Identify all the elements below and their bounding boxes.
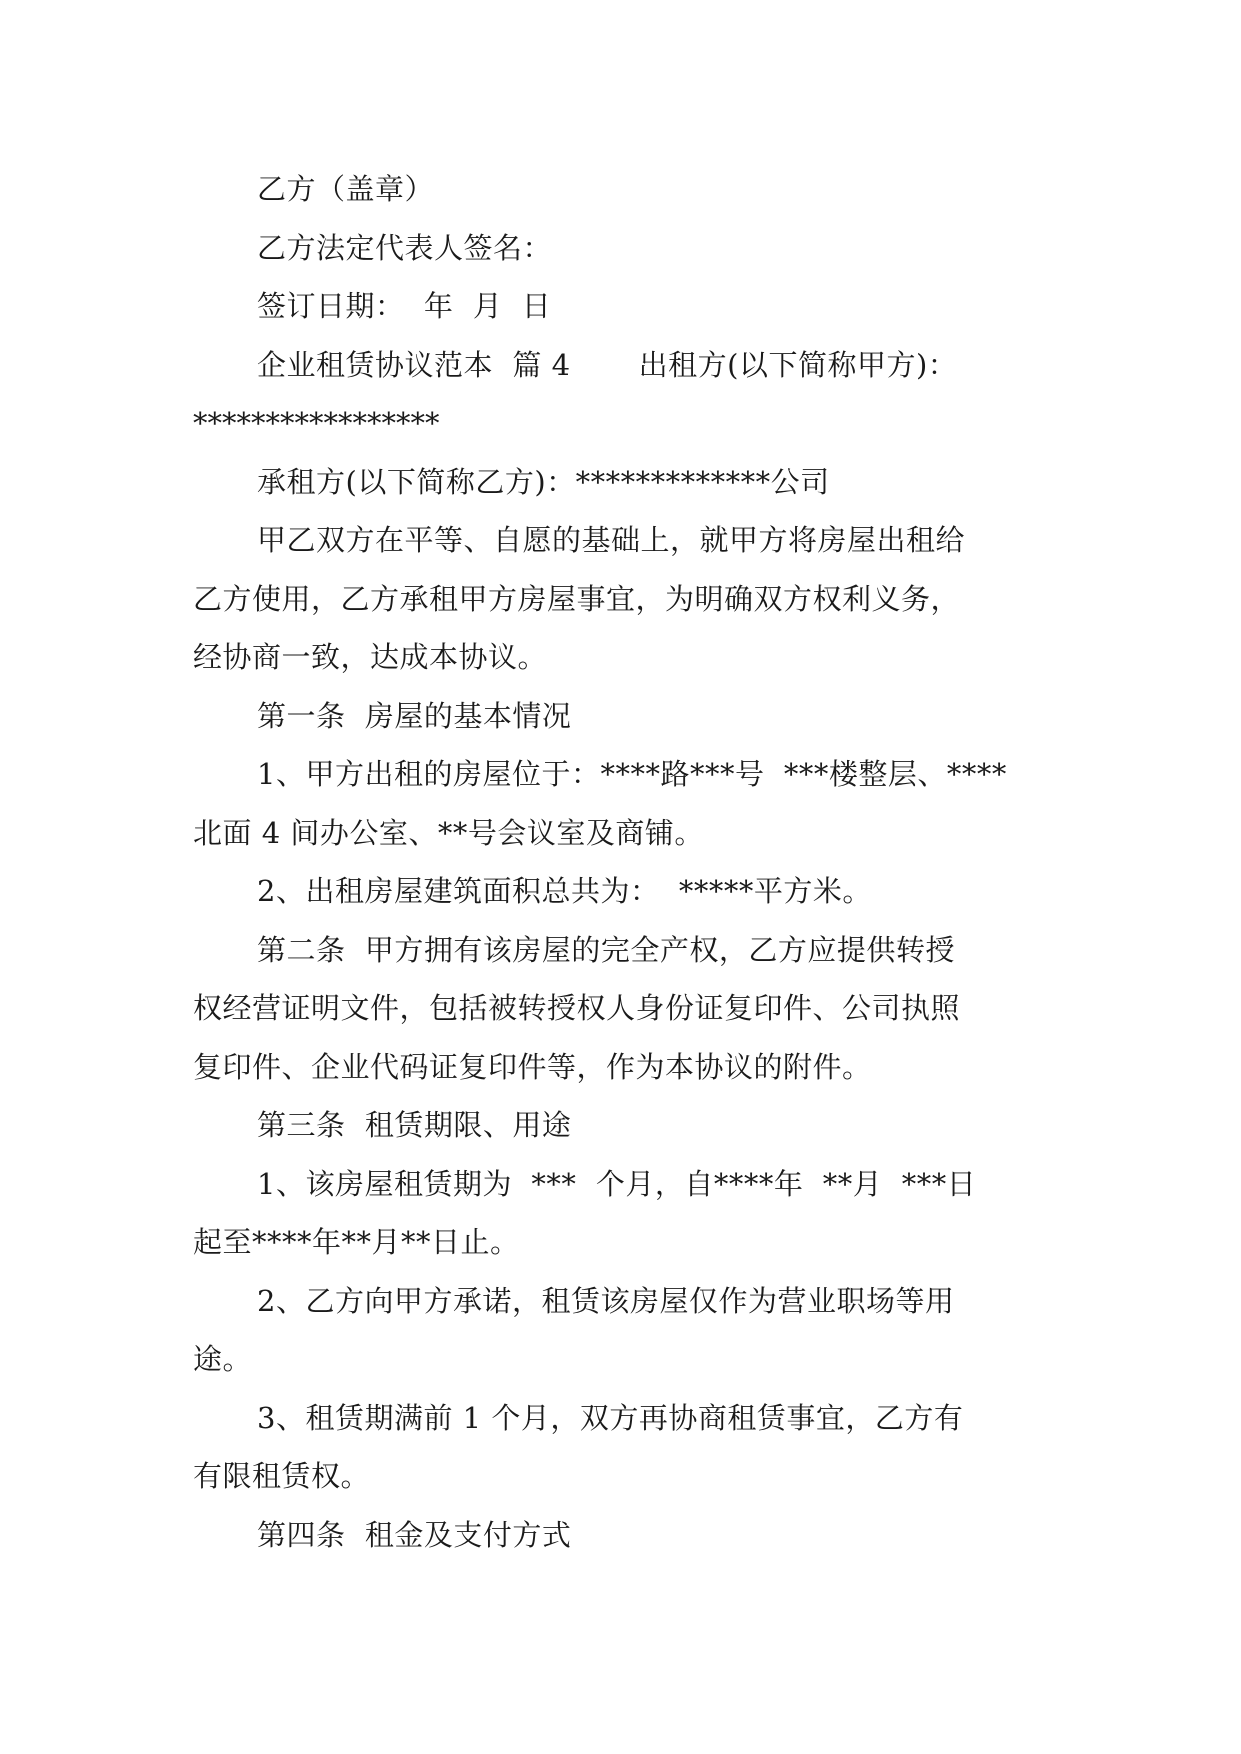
text-line: 乙方（盖章） [257,172,435,206]
text-line: 北面 4 间办公室、**号会议室及商铺。 [193,815,704,850]
article-heading: 第三条 租赁期限、用途 [257,1108,572,1142]
text-line: 乙方使用，乙方承租甲方房屋事宜，为明确双方权利义务， [193,581,961,616]
text-line: 甲乙双方在平等、自愿的基础上，就甲方将房屋出租给 [257,523,966,557]
text-line: 1、甲方出租的房屋位于：****路***号 ***楼整层、**** [257,757,1007,791]
text-line: 2、乙方向甲方承诺，租赁该房屋仅作为营业职场等用 [257,1283,955,1318]
text-line: 途。 [193,1342,253,1376]
text-line: 3、租赁期满前 1 个月，双方再协商租赁事宜，乙方有 [257,1400,964,1435]
text-line: 有限租赁权。 [193,1459,371,1493]
article-heading: 第二条 甲方拥有该房屋的完全产权，乙方应提供转授 [257,932,955,967]
text-line: 权经营证明文件，包括被转授权人身份证复印件、公司执照 [193,991,961,1025]
article-heading: 第四条 租金及支付方式 [257,1517,572,1552]
text-line: 经协商一致，达成本协议。 [193,640,548,674]
text-line: 签订日期： 年 月 日 [257,289,552,323]
text-line: 复印件、企业代码证复印件等，作为本协议的附件。 [193,1049,872,1084]
text-line: 1、该房屋租赁期为 *** 个月，自****年 **月 ***日 [257,1166,977,1201]
text-line: ***************** [193,406,440,440]
section-heading: 企业租赁协议范本 篇 4 出租方(以下简称甲方)： [257,347,958,382]
text-line: 乙方法定代表人签名： [257,230,553,265]
text-line: 2、出租房屋建筑面积总共为： *****平方米。 [257,874,872,908]
document-body [193,160,1073,1564]
article-heading: 第一条 房屋的基本情况 [257,698,572,733]
text-line: 起至****年**月**日止。 [193,1225,520,1259]
text-line: 承租方(以下简称乙方)：*************公司 [257,464,830,499]
